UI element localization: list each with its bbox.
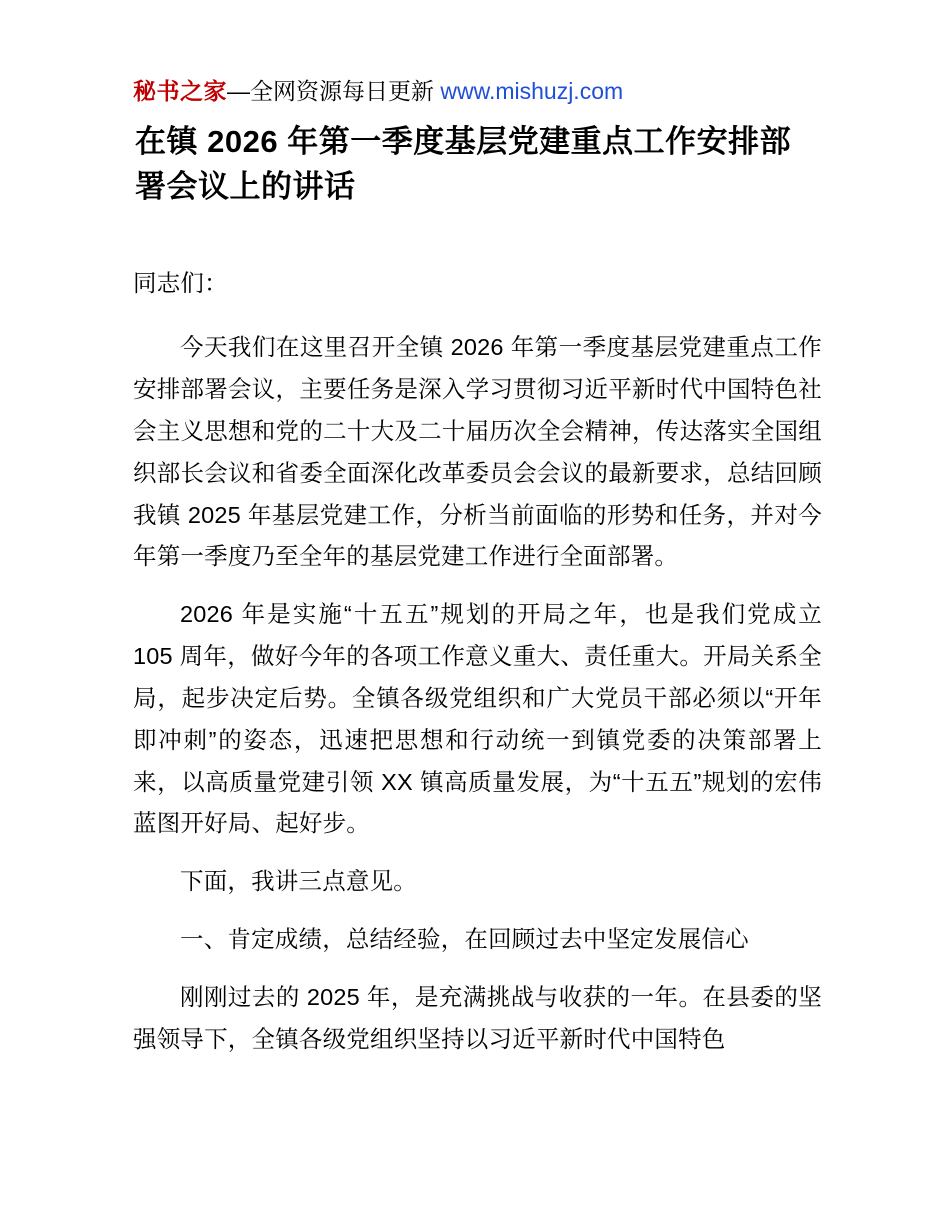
site-watermark (133, 78, 822, 106)
document-body (133, 263, 822, 1060)
paragraph-2: 2026 年是实施“十五五”规划的开局之年，也是我们党成立 105 周年，做好今年的各项工作意义重大、责任重大。开局关系全局，起步决定后势。全镇各级党组织和广大党员干部必须以“开年即冲刺”的姿态，迅速把思想和行动统一到镇党委的决策部署上来，以高质量党建引领 XX 镇高质量发展，为“十五五”规划的宏伟蓝图开好局、起好步。 (133, 601, 822, 837)
watermark-site-url[interactable]: www.mishuzj.com (440, 78, 624, 104)
salutation: 同志们： (133, 270, 228, 297)
watermark-brand: 秘书之家 (133, 78, 227, 104)
paragraph-3: 下面，我讲三点意见。 (180, 868, 417, 895)
paragraph-1: 今天我们在这里召开全镇 2026 年第一季度基层党建重点工作安排部署会议，主要任务是深入学习贯彻习近平新时代中国特色社会主义思想和党的二十大及二十届历次全会精神，传达落实全国组织部长会议和省委全面深化改革委员会会议的最新要求，总结回顾我镇 2025 年基层党建工作，分析当前面临的形势和任务，并对今年第一季度乃至全年的基层党建工作进行全面部署。 (133, 334, 822, 570)
section-heading-1: 一、肯定成绩，总结经验，在回顾过去中坚定发展信心 (180, 926, 749, 953)
watermark-tagline: 全网资源每日更新 (250, 78, 441, 104)
paragraph-4: 刚刚过去的 2025 年，是充满挑战与收获的一年。在县委的坚强领导下，全镇各级党组织坚持以习近平新时代中国特色 (133, 983, 822, 1052)
watermark-dash: — (227, 78, 250, 104)
page-title: 在镇 2026 年第一季度基层党建重点工作安排部署会议上的讲话 (135, 123, 792, 204)
